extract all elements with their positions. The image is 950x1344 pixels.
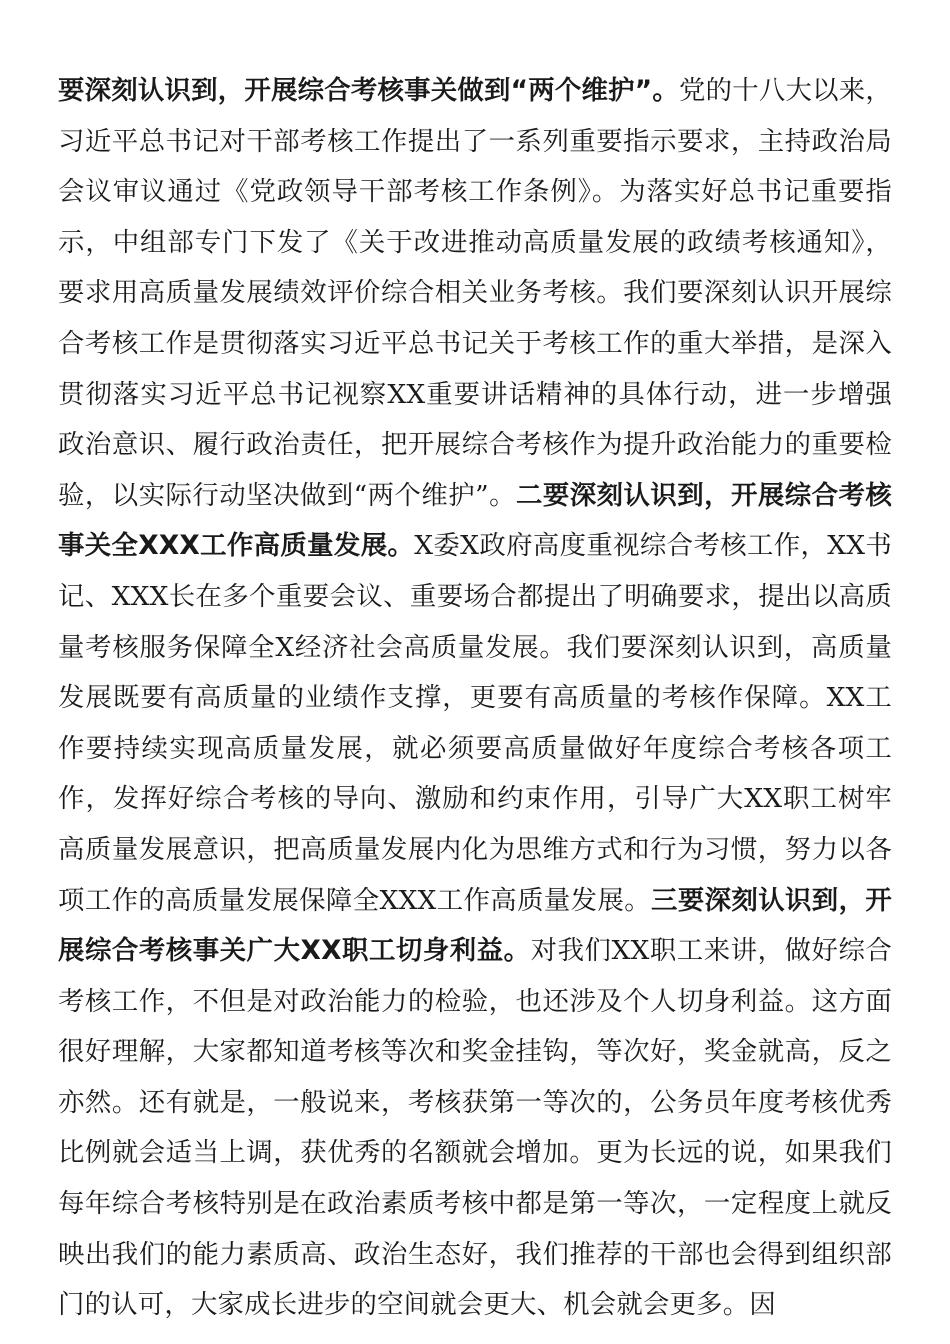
section-body-2: X委X政府高度重视综合考核工作，XX书记、XXX长在多个重要会议、重要场合都提出了明确要求，提出以高质量考核服务保障全X经济社会高质量发展。我们要深刻认识到，高质量发展既要有高质量的业绩作支撑，更要有高质量的考核作保障。XX工作要持续实现高质量发展，就必须要高质量做好年度综合考核各项工作，发挥好综合考核的导向、激励和约束作用，引导广大XX职工树牢高质量发展意识，把高质量发展内化为思维方式和行为习惯，努力以各项工作的高质量发展保障全XXX工作高质量发展。 bbox=[58, 530, 893, 916]
body-paragraph bbox=[58, 66, 892, 1331]
document-page bbox=[58, 66, 892, 1331]
section-heading-3: 三要深刻认识到，开展综合考核事关广大XX职工切身利益。 bbox=[58, 884, 892, 967]
section-body-1: 党的十八大以来，习近平总书记对干部考核工作提出了一系列重要指示要求，主持政治局会议审议通过《党政领导干部考核工作条例》。为落实好总书记重要指示，中组部专门下发了《关于改进推动高质量发展的政绩考核通知》，要求用高质量发展绩效评价综合相关业务考核。我们要深刻认识开展综合考核工作是贯彻落实习近平总书记关于考核工作的重大举措，是深入贯彻落实习近平总书记视察XX重要讲话精神的具体行动，进一步增强政治意识、履行政治责任，把开展综合考核作为提升政治能力的重要检验，以实际行动坚决做到“两个维护”。 bbox=[58, 75, 892, 511]
section-heading-2: 二要深刻认识到，开展综合考核事关全XXX工作高质量发展。 bbox=[58, 479, 892, 562]
section-heading-1: 要深刻认识到，开展综合考核事关做到“两个维护”。 bbox=[58, 75, 679, 106]
section-body-3: 对我们XX职工来讲，做好综合考核工作，不但是对政治能力的检验，也还涉及个人切身利益。这方面很好理解，大家都知道考核等次和奖金挂钩，等次好，奖金就高，反之亦然。还有就是，一般说来，考核获第一等次的，公务员年度考核优秀比例就会适当上调，获优秀的名额就会增加。更为长远的说，如果我们每年综合考核特别是在政治素质考核中都是第一等次，一定程度上就反映出我们的能力素质高、政治生态好，我们推荐的干部也会得到组织部门的认可，大家成长进步的空间就会更大、机会就会更多。因 bbox=[58, 935, 893, 1321]
